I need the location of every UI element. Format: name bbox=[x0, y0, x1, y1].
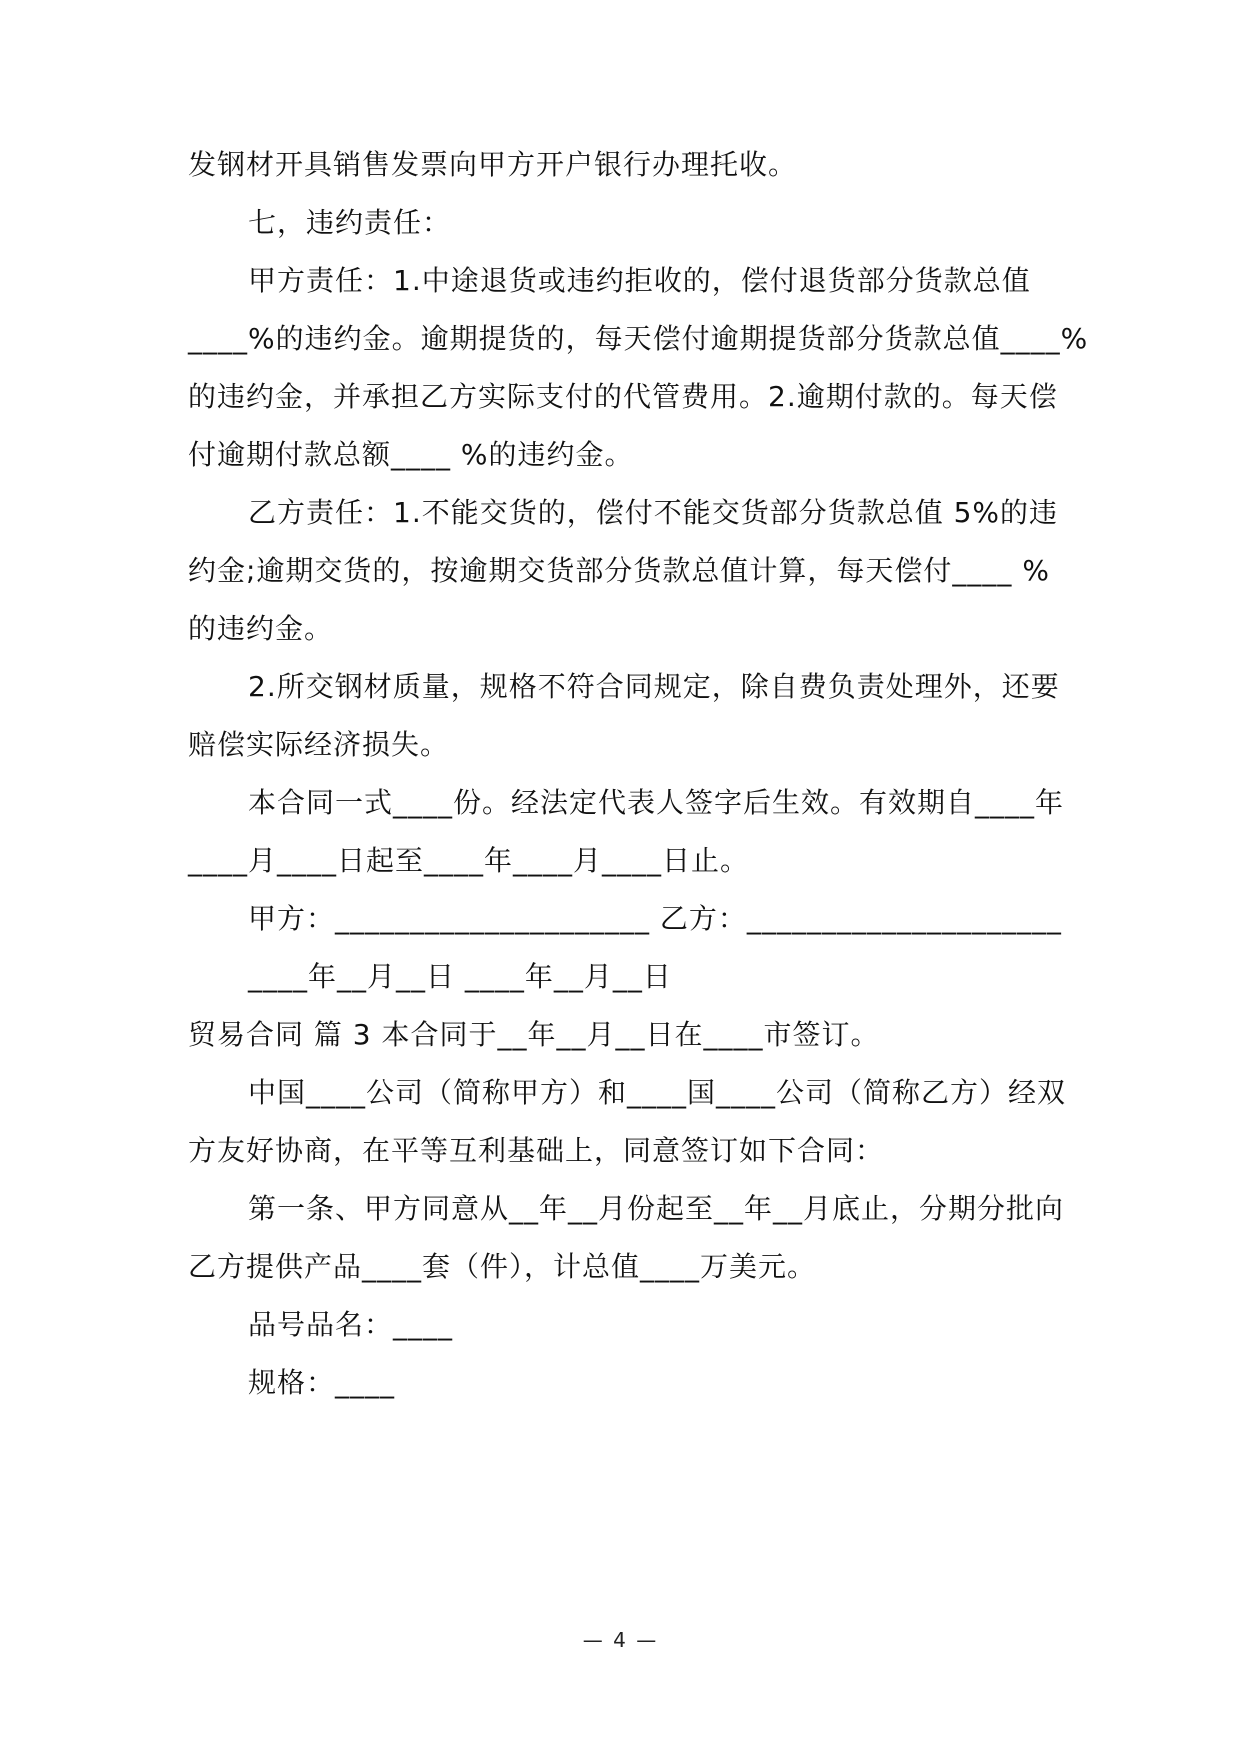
text-line-20: 乙方提供产品____套（件），计总值____万美元。 bbox=[188, 1250, 817, 1283]
product-name-line: 品号品名：____ bbox=[248, 1308, 454, 1341]
text-line-7: 乙方责任：1.不能交货的，偿付不能交货部分货款总值 5%的违 bbox=[248, 496, 1059, 529]
text-line-9: 的违约金。 bbox=[188, 612, 334, 645]
trade-contract-heading: 贸易合同 篇 3 本合同于__年__月__日在____市签订。 bbox=[188, 1018, 880, 1051]
signature-dates-line: ____年__月__日 ____年__月__日 bbox=[248, 960, 672, 993]
text-line-11: 赔偿实际经济损失。 bbox=[188, 728, 450, 761]
text-line-13: ____月____日起至____年____月____日止。 bbox=[188, 844, 750, 877]
text-line-4: ____%的违约金。逾期提货的，每天偿付逾期提货部分货款总值____% bbox=[188, 322, 1089, 355]
text-line-17: 中国____公司（简称甲方）和____国____公司（简称乙方）经双 bbox=[248, 1076, 1067, 1109]
signature-parties-line: 甲方：_____________________ 乙方：_____________________ bbox=[248, 902, 1062, 935]
text-line-1: 发钢材开具销售发票向甲方开户银行办理托收。 bbox=[188, 148, 798, 181]
text-line-8: 约金;逾期交货的，按逾期交货部分货款总值计算，每天偿付____ % bbox=[188, 554, 1050, 587]
text-line-6: 付逾期付款总额____ %的违约金。 bbox=[188, 438, 634, 471]
text-line-19: 第一条、甲方同意从__年__月份起至__年__月底止，分期分批向 bbox=[248, 1192, 1065, 1225]
text-line-12: 本合同一式____份。经法定代表人签字后生效。有效期自____年 bbox=[248, 786, 1065, 819]
text-line-5: 的违约金，并承担乙方实际支付的代管费用。2.逾期付款的。每天偿 bbox=[188, 380, 1058, 413]
text-line-3: 甲方责任：1.中途退货或违约拒收的，偿付退货部分货款总值 bbox=[248, 264, 1031, 297]
specification-line: 规格：____ bbox=[248, 1366, 396, 1399]
page-number: — 4 — bbox=[582, 1628, 659, 1652]
section-heading-breach: 七，违约责任： bbox=[248, 206, 452, 239]
text-line-10: 2.所交钢材质量，规格不符合同规定，除自费负责处理外，还要 bbox=[248, 670, 1060, 703]
text-line-18: 方友好协商，在平等互利基础上，同意签订如下合同： bbox=[188, 1134, 885, 1167]
